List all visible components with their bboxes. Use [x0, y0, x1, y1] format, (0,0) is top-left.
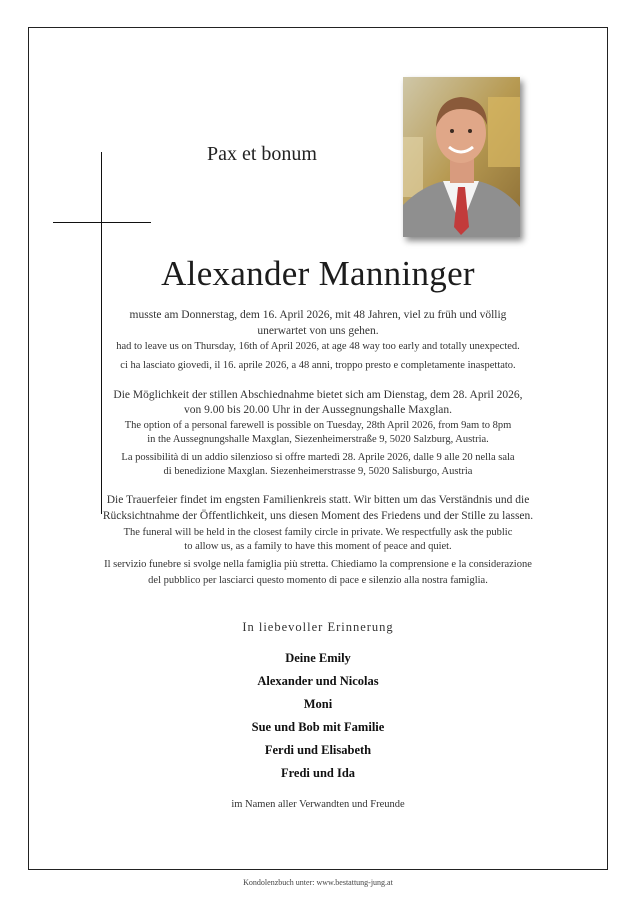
mourner-name: Alexander und Nicolas [257, 674, 379, 688]
farewell-en-line-2: in the Aussegnungshalle Maxglan, Siezenheimerstraße 9, 5020 Salzburg, Austria. [147, 434, 489, 445]
motto: Pax et bonum [207, 143, 317, 165]
mourner-name: Deine Emily [285, 651, 351, 665]
farewell-it-line-1: La possibilità di un addio silenzioso si offre martedì 28. Aprile 2026, dalle 9 alle 20 nella sala [121, 452, 515, 463]
funeral-en-line-1: The funeral will be held in the closest family circle in private. We respectfully ask the public [123, 527, 513, 538]
mourner-name: Moni [303, 697, 333, 711]
funeral-de-line-2: Rücksichtnahme der Öffentlichkeit, uns diesen Moment des Friedens und der Stille zu lassen. [102, 510, 534, 522]
death-notice-en: had to leave us on Thursday, 16th of April 2026, at age 48 way too early and totally unexpected. [116, 341, 520, 352]
mourner-name: Sue und Bob mit Familie [251, 720, 385, 734]
memory-heading: In liebevoller Erinnerung [242, 620, 394, 634]
funeral-it-line-2: del pubblico per lasciarci questo momento di pace e silenzio alla nostra famiglia. [148, 575, 488, 586]
death-notice-de-line-1: musste am Donnerstag, dem 16. April 2026, mit 48 Jahren, viel zu früh und völlig [129, 309, 507, 321]
deceased-name: Alexander Manninger [161, 254, 475, 293]
funeral-en-line-2: to allow us, as a family to have this moment of peace and quiet. [184, 541, 452, 552]
cross-horizontal-bar [53, 222, 151, 223]
funeral-de-line-1: Die Trauerfeier findet im engsten Familienkreis statt. Wir bitten um das Verständnis und die [106, 494, 530, 506]
closing-line: im Namen aller Verwandten und Freunde [231, 799, 405, 810]
mourner-name: Fredi und Ida [280, 766, 356, 780]
farewell-it-line-2: di benedizione Maxglan. Siezenheimerstrasse 9, 5020 Salisburgo, Austria [163, 466, 473, 477]
portrait-photo [403, 77, 520, 237]
condolence-book-link[interactable]: Kondolenzbuch unter: www.bestattung-jung.at [243, 878, 393, 887]
farewell-en-line-1: The option of a personal farewell is possible on Tuesday, 28th April 2026, from 9am to 8pm [124, 420, 512, 431]
death-notice-de-line-2: unerwartet von uns gehen. [257, 325, 379, 337]
funeral-it-line-1: Il servizio funebre si svolge nella famiglia più stretta. Chiediamo la comprensione e la considerazione [104, 559, 532, 570]
farewell-de-line-2: von 9.00 bis 20.00 Uhr in der Aussegnungshalle Maxglan. [184, 404, 452, 416]
farewell-de-line-1: Die Möglichkeit der stillen Abschiednahme bietet sich am Dienstag, dem 28. April 2026, [113, 389, 523, 401]
death-notice-it: ci ha lasciato giovedì, il 16. aprile 2026, a 48 anni, troppo presto e completamente inaspettato. [120, 360, 516, 371]
mourner-name: Ferdi und Elisabeth [264, 743, 372, 757]
